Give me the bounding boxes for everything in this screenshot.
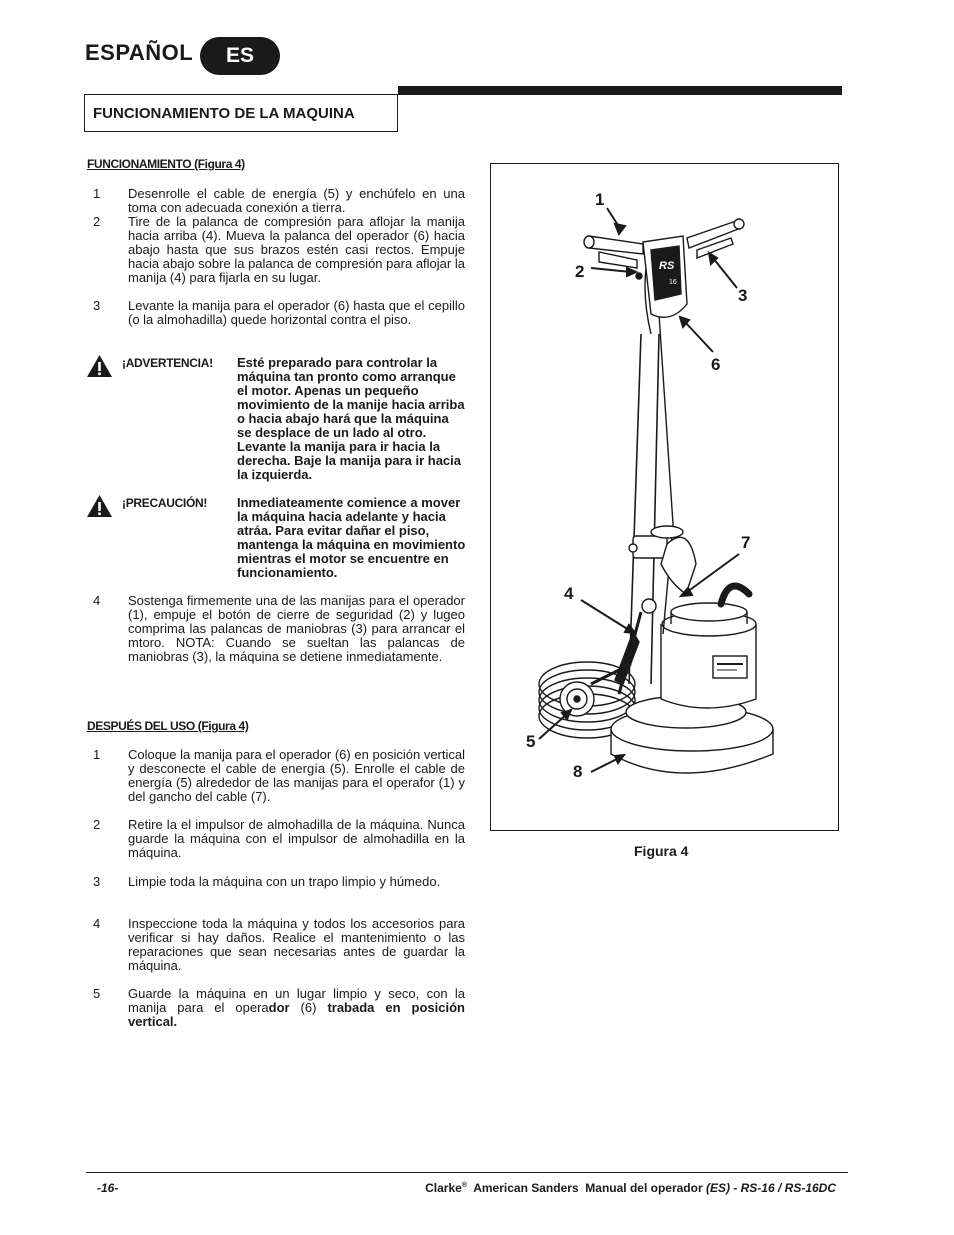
- warning-icon: [86, 354, 113, 378]
- after-use-step-3: [93, 875, 465, 889]
- operation-step-1: [93, 187, 465, 215]
- operation-step-3: [93, 299, 465, 327]
- callout-2: 2: [575, 262, 585, 281]
- callout-5: 5: [526, 732, 536, 751]
- figure-frame: [490, 163, 839, 831]
- step-number: 2: [93, 214, 101, 229]
- footer-rule: [86, 1172, 848, 1173]
- step-number: 4: [93, 916, 101, 931]
- step-number: 2: [93, 817, 101, 832]
- step-text: [128, 987, 465, 1029]
- manual-model: (ES) - RS-16 / RS-16DC: [705, 1181, 836, 1195]
- after-use-step-2: [93, 818, 465, 860]
- callout-6: 6: [711, 355, 721, 374]
- step-text-part: (6): [289, 1000, 328, 1015]
- after-use-step-4: [93, 917, 465, 973]
- step-text: Retire la el impulsor de almohadilla de la máquina. Nunca guarde la máquina con el impulsor de almohadilla en la máquina.: [128, 817, 465, 860]
- figure-caption: Figura 4: [634, 843, 689, 859]
- step-text: Sostenga firmemente una de las manijas para el operador (1), empuje el botón de cierre de seguridad (2) y lugeo comprima las palancas de maniobras (3) para arrancar el mtoro. NOTA: Cuando se sueltan las palancas de maniobras (3), la máquina se detiene inmediatamente.: [128, 593, 465, 664]
- caution-label: ¡PRECAUCIÓN!: [122, 496, 208, 510]
- step-text: Levante la manija para el operador (6) hasta que el cepillo (o la almohadilla) quede horizontal contra el piso.: [128, 298, 465, 327]
- step-text: Inspeccione toda la máquina y todos los accesorios para verificar si hay daños. Realice el mantenimiento o las reparaciones que sean necesarias antes de guardar la máquina.: [128, 916, 465, 973]
- callout-7: 7: [741, 533, 751, 552]
- operation-step-2: [93, 215, 465, 285]
- operation-step-4: [93, 594, 465, 664]
- step-text-bold: trabada en posición vertical.: [128, 1000, 465, 1029]
- step-number: 3: [93, 874, 101, 889]
- warning-text: Esté preparado para controlar la máquina tan pronto como arranque el motor. Apenas un pequeño movimiento de la manije hacia arriba o hacia abajo hará que la máquina se desplace de un lado al otro. Levante la manija para ir hacia la derecha. Baje la manija para ir hacia la izquierda.: [237, 355, 465, 482]
- operation-heading: FUNCIONAMIENTO (Figura 4): [87, 157, 245, 171]
- step-number: 4: [93, 593, 101, 608]
- language-badge: ES: [200, 37, 280, 75]
- registered-mark: ®: [461, 1182, 467, 1189]
- after-use-step-1: [93, 748, 465, 804]
- callout-4: 4: [564, 584, 574, 603]
- motor-housing-icon: [661, 586, 756, 708]
- step-text: Tire de la palanca de compresión para aflojar la manija hacia arriba (4). Mueva la palanca del operador (6) hacia abajo hasta que sus brazos estén casi rectos. Empuje hacia abajo sobre la palanca de compresión para aflojar la manija (4) para fijarla en su lugar.: [128, 214, 465, 285]
- step-text: Desenrolle el cable de energía (5) y enchúfelo en una toma con adecuada conexión a tierra.: [128, 186, 465, 215]
- step-number: 3: [93, 298, 101, 313]
- tilt-lever-icon: [615, 599, 656, 694]
- machine-logo: RS: [659, 260, 675, 272]
- callout-1: 1: [595, 190, 605, 209]
- step-text-bold: dor: [268, 1000, 290, 1015]
- caution-text: Inmediateamente comience a mover la máquina hacia adelante y hacia atráa. Para evitar dañar el piso, mantenga la máquina en movimiento mientras el motor se encuentre en funcionamiento.: [237, 495, 466, 580]
- warning-notice: [86, 356, 466, 482]
- floor-machine-illustration: [491, 164, 840, 832]
- step-number: 5: [93, 986, 101, 1001]
- callout-3: 3: [738, 286, 748, 305]
- manual-title: [425, 1181, 836, 1195]
- caution-icon: [86, 494, 113, 518]
- manual-name: American Sanders Manual del operador: [467, 1181, 706, 1195]
- step-text: Limpie toda la máquina con un trapo limpio y húmedo.: [128, 874, 441, 889]
- callout-8: 8: [573, 762, 583, 781]
- header-rule: [398, 86, 842, 95]
- warning-label: ¡ADVERTENCIA!: [122, 356, 213, 370]
- step-text-part: Guarde la máquina en un lugar limpio y seco, con la manija para el opera: [128, 986, 465, 1015]
- page-number: -16-: [97, 1181, 119, 1195]
- step-number: 1: [93, 186, 101, 201]
- after-use-step-5: [93, 987, 465, 1029]
- machine-logo-sub: 16: [669, 279, 677, 286]
- language-title: ESPAÑOL: [85, 40, 194, 65]
- step-number: 1: [93, 747, 101, 762]
- after-use-heading: DESPUÉS DEL USO (Figura 4): [87, 719, 249, 733]
- brand-name: Clarke: [425, 1181, 462, 1195]
- step-text: Coloque la manija para el operador (6) en posición vertical y desconecte el cable de energía (5). Enrolle el cable de energía (5) alrededor de las manijas para el operafor (1) y del gancho del cable (7).: [128, 747, 465, 804]
- section-title: FUNCIONAMIENTO DE LA MAQUINA: [84, 94, 398, 132]
- caution-notice: [86, 496, 466, 580]
